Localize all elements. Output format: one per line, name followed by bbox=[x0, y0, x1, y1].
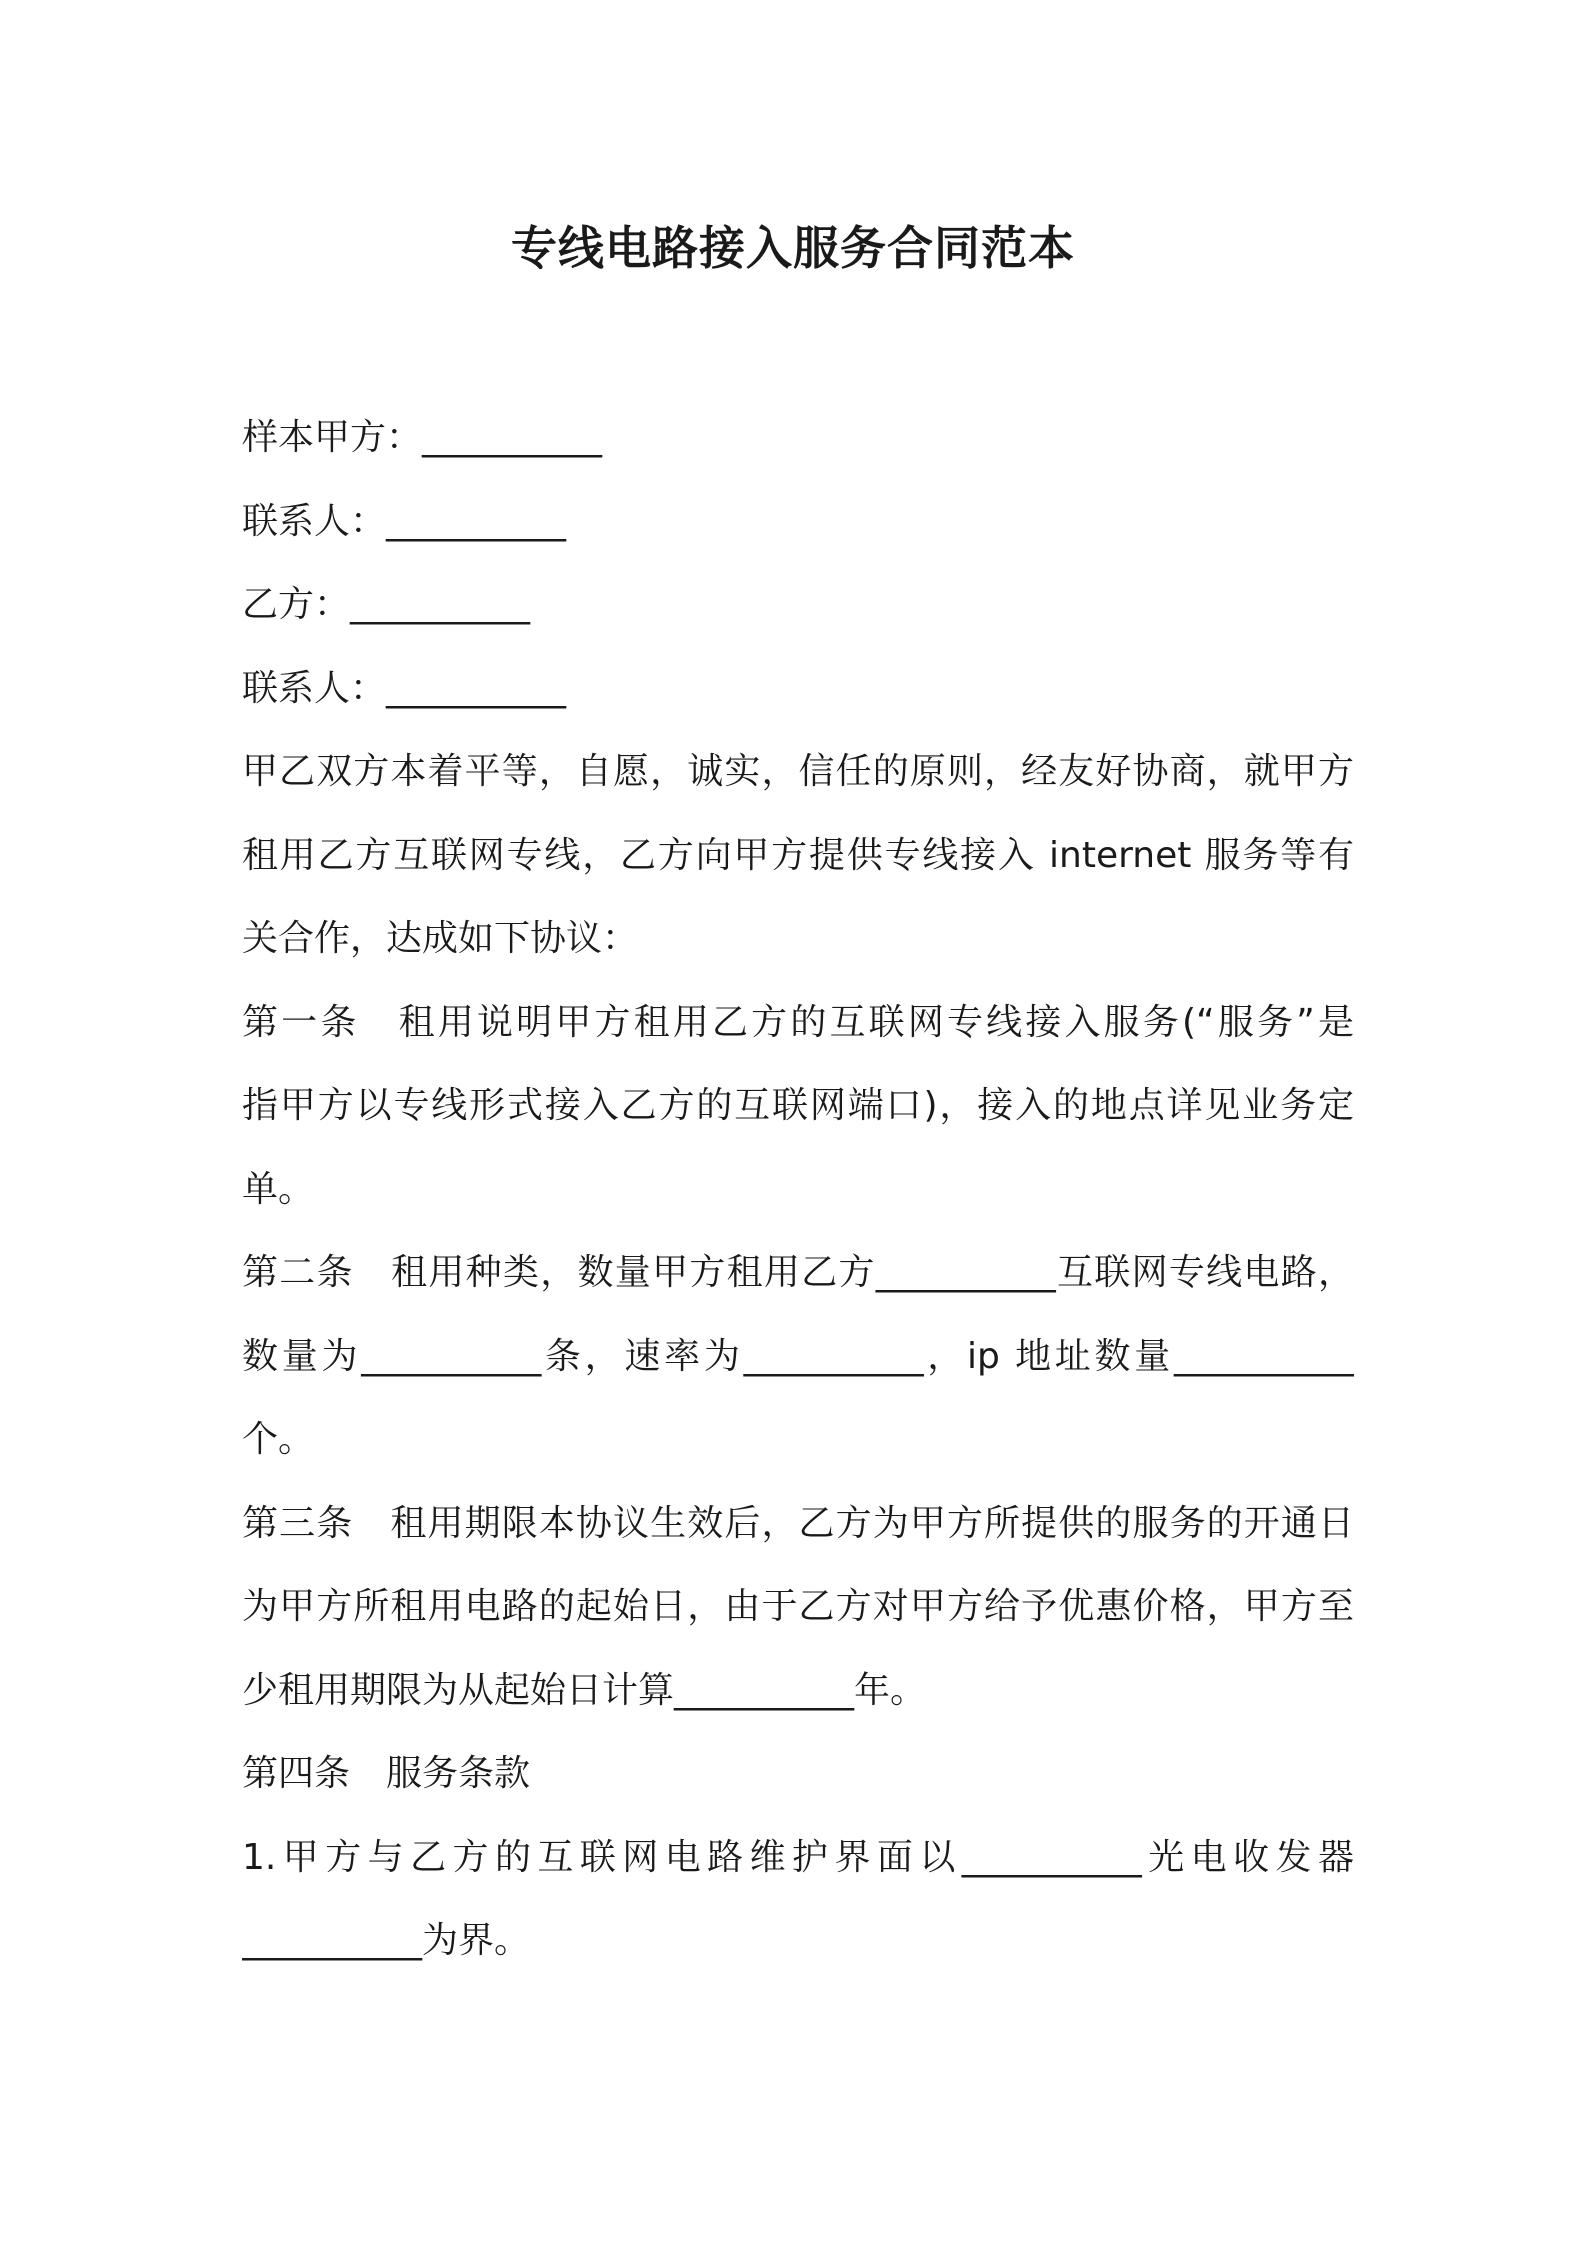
party-b-line: 乙方：__________ bbox=[242, 584, 531, 625]
article-1-line-3: 单。 bbox=[242, 1169, 315, 1210]
party-a-line: 样本甲方：__________ bbox=[242, 417, 603, 458]
preamble-line-1: 甲乙双方本着平等，自愿，诚实，信任的原则，经友好协商，就甲方 bbox=[242, 751, 1354, 792]
preamble-line-3: 关合作，达成如下协议： bbox=[242, 918, 639, 959]
article-4-heading: 第四条 服务条款 bbox=[242, 1753, 531, 1794]
article-3-line-3: 少租用期限为从起始日计算__________年。 bbox=[242, 1670, 927, 1711]
party-b-contact-line: 联系人：__________ bbox=[242, 668, 567, 709]
article-4-item-1-line-1: 1.甲方与乙方的互联网电路维护界面以__________光电收发器 bbox=[242, 1837, 1354, 1878]
article-2-line-2: 数量为__________条，速率为__________，ip 地址数量__________ bbox=[242, 1336, 1354, 1377]
article-4-item-1-line-2: __________为界。 bbox=[242, 1920, 531, 1961]
preamble-line-2: 租用乙方互联网专线，乙方向甲方提供专线接入 internet 服务等有 bbox=[242, 835, 1354, 876]
article-1-line-2: 指甲方以专线形式接入乙方的互联网端口)，接入的地点详见业务定 bbox=[242, 1085, 1354, 1126]
article-2-line-3: 个。 bbox=[242, 1419, 315, 1460]
article-2-line-1: 第二条 租用种类，数量甲方租用乙方__________互联网专线电路， bbox=[242, 1252, 1354, 1293]
article-3-line-1: 第三条 租用期限本协议生效后，乙方为甲方所提供的服务的开通日 bbox=[242, 1503, 1354, 1544]
party-a-contact-line: 联系人：__________ bbox=[242, 501, 567, 542]
article-3-line-2: 为甲方所租用电路的起始日，由于乙方对甲方给予优惠价格，甲方至 bbox=[242, 1586, 1354, 1627]
document-title: 专线电路接入服务合同范本 bbox=[511, 221, 1075, 275]
article-1-line-1: 第一条 租用说明甲方租用乙方的互联网专线接入服务(“服务”是 bbox=[242, 1002, 1354, 1043]
